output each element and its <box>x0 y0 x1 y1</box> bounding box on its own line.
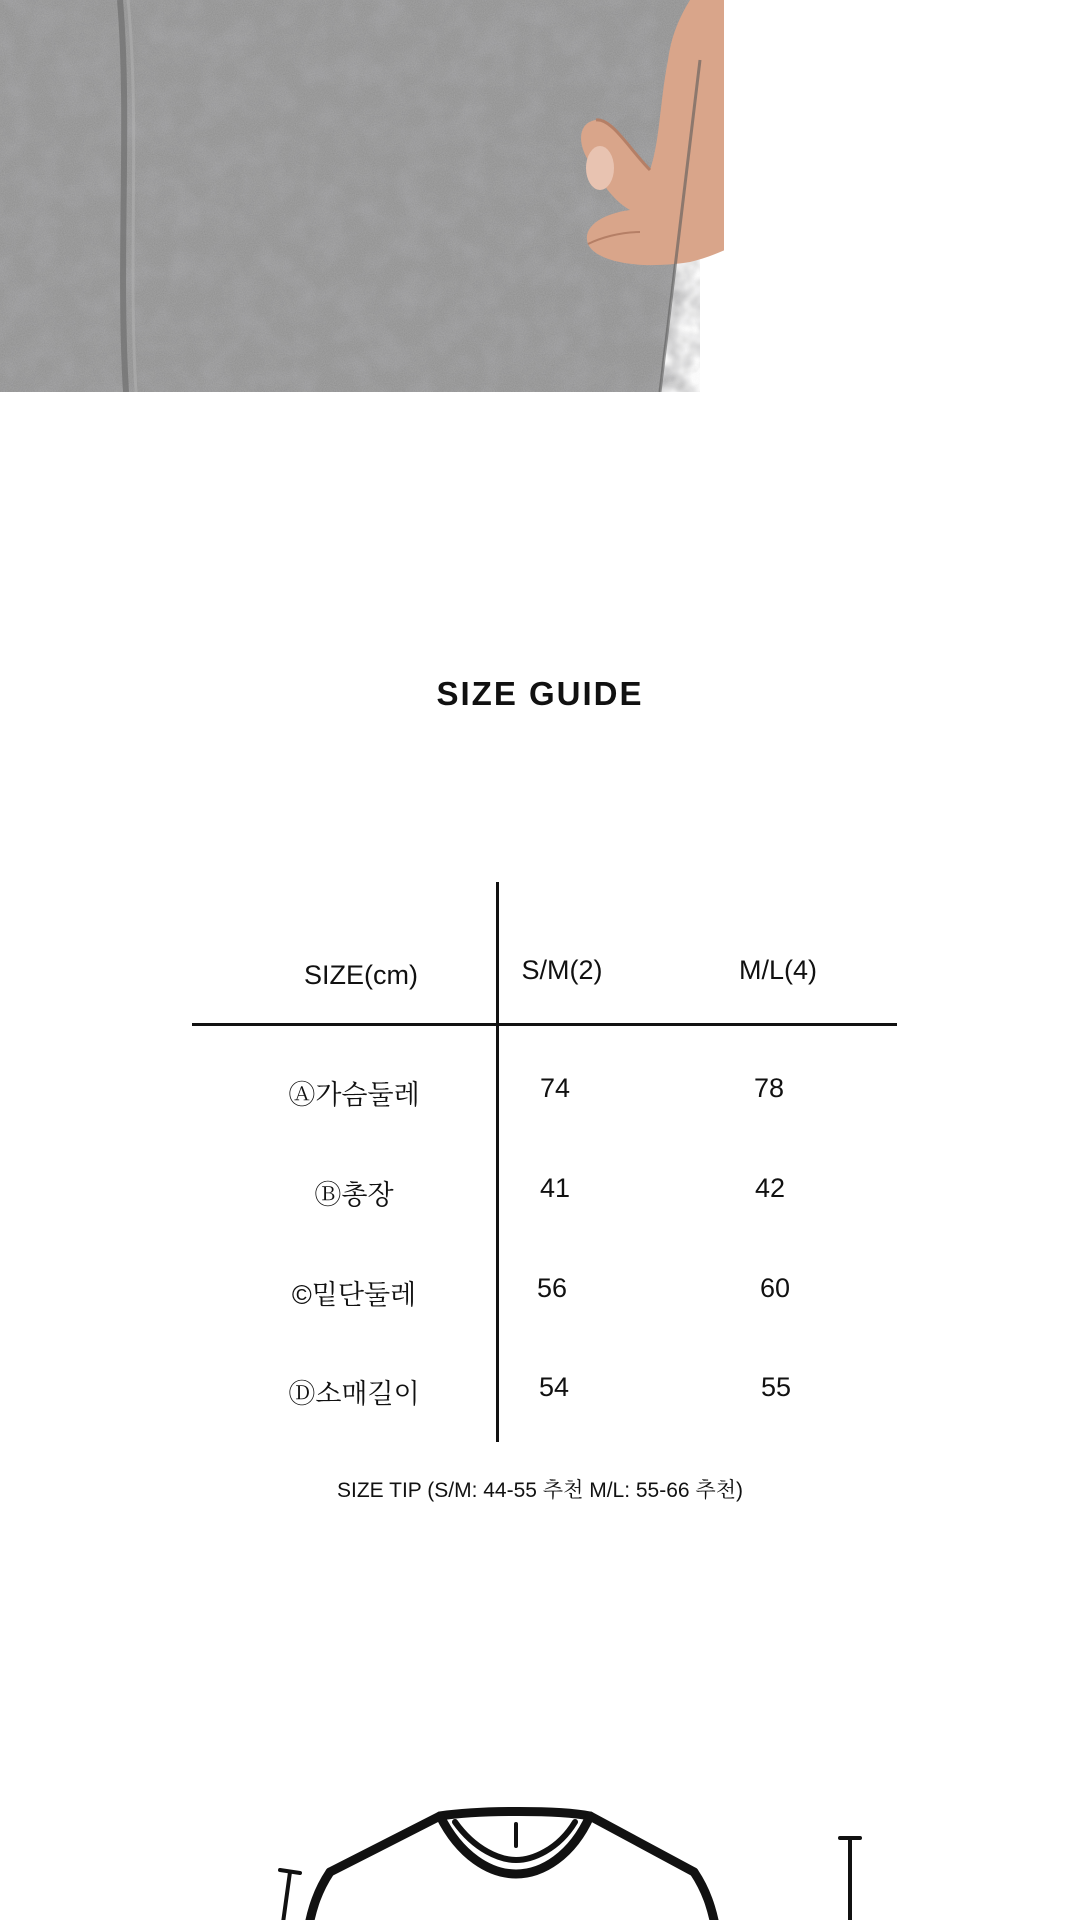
top-flat-sketch-icon <box>0 1800 1080 1920</box>
row-label-length: Ⓑ총장 <box>314 1180 394 1210</box>
row-value-length-ml: 42 <box>754 1173 786 1203</box>
column-header-ml: M/L(4) <box>738 955 818 985</box>
row-label-chest: Ⓐ가슴둘레 <box>288 1080 420 1110</box>
size-header-label: SIZE(cm) <box>304 960 418 990</box>
row-label-sleeve: Ⓓ소매길이 <box>288 1379 420 1409</box>
column-header-sm: S/M(2) <box>521 955 603 985</box>
table-horizontal-divider <box>192 1023 897 1026</box>
row-value-hem-ml: 60 <box>759 1273 791 1303</box>
table-vertical-divider <box>496 882 499 1442</box>
row-value-hem-sm: 56 <box>536 1273 568 1303</box>
product-photo-illustration <box>0 0 724 392</box>
row-value-length-sm: 41 <box>539 1173 571 1203</box>
row-value-chest-ml: 78 <box>753 1073 785 1103</box>
size-tip: SIZE TIP (S/M: 44-55 추천 M/L: 55-66 추천) <box>337 1479 743 1502</box>
product-photo <box>0 0 724 392</box>
row-value-sleeve-ml: 55 <box>760 1372 792 1402</box>
garment-sketch <box>0 1800 1080 1920</box>
row-value-chest-sm: 74 <box>539 1073 571 1103</box>
size-guide-title: SIZE GUIDE <box>436 675 644 712</box>
row-value-sleeve-sm: 54 <box>538 1372 570 1402</box>
row-label-hem: ©밑단둘레 <box>291 1280 417 1310</box>
